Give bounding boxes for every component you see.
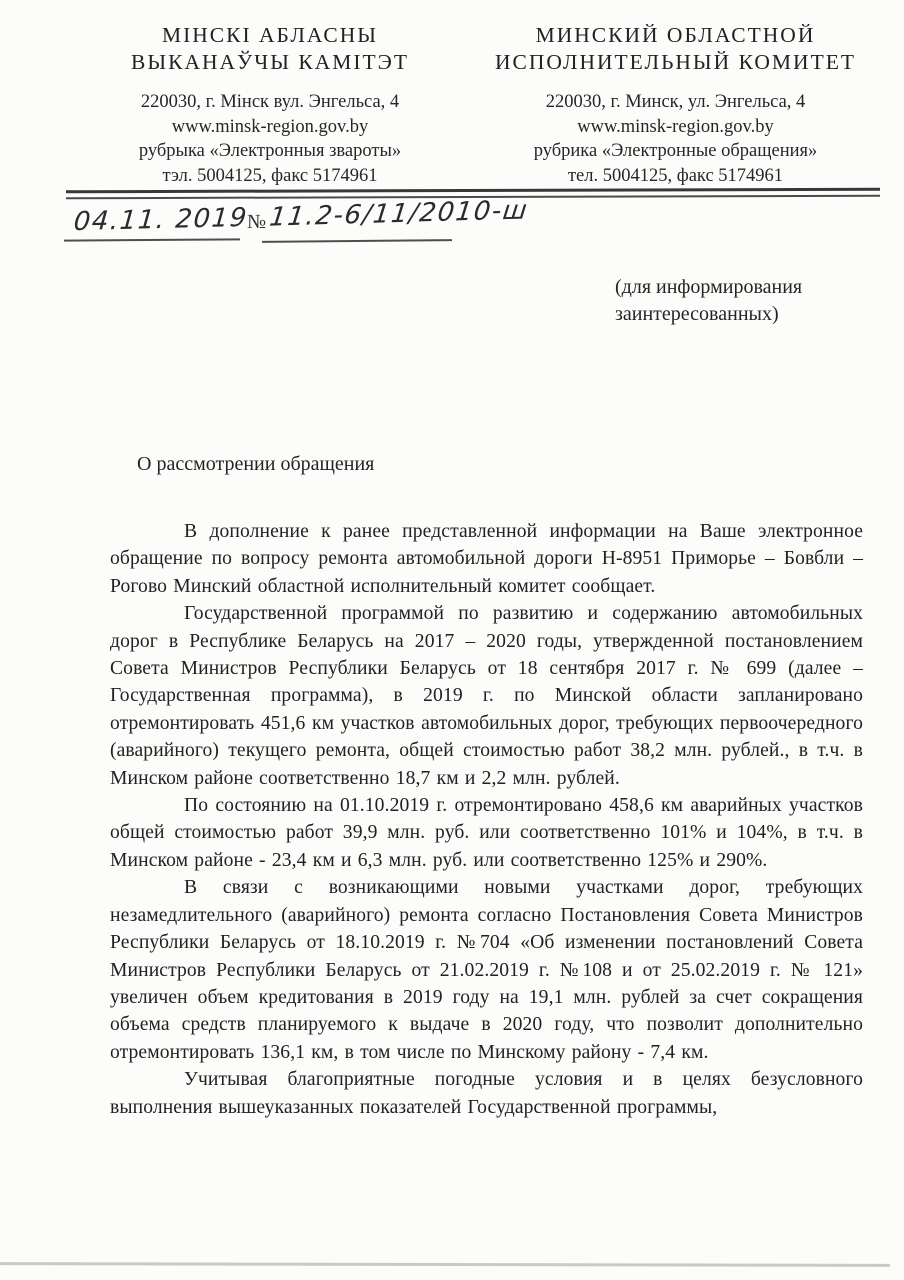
number-sign: №	[247, 211, 267, 233]
address-line: 220030, г. Мінск вул. Энгельса, 4	[140, 92, 400, 112]
body-paragraph-4: В связи с возникающими новыми участками дорог, требующих незамедлительного (аварийного) ремонта согласно Постановления Совета Министров Республики Беларусь от 18.10.2019 г. №704 «Об изменении постановлений Совета Министров Республики Беларусь от 21.02.2019 г. №108 и от 25.02.2019 г. № 121» увеличен объем кредитования в 2019 году на 19,1 млн. рублей за счет сокращения объема средств планируемого к выдаче в 2020 году, что позволит дополнительно отремонтировать 136,1 км, в том числе по Минскому району - 7,4 км.	[110, 877, 863, 1063]
org-name-line2: ИСПОЛНИТЕЛЬНЫЙ КОМИТЕТ	[495, 50, 856, 74]
date-underline	[64, 238, 240, 241]
address-line: рубрыка «Электронныя звароты»	[138, 141, 402, 162]
org-name-line1: МІНСКІ АБЛАСНЫ	[161, 23, 378, 47]
body-paragraph-5: Учитывая благоприятные погодные условия и в целях безусловного выполнения вышеуказанных показателей Государственной программы,	[110, 1069, 863, 1118]
address-line: рубрика «Электронные обращения»	[533, 141, 818, 162]
page-bottom-scan-edge	[0, 1262, 890, 1267]
website-text: www.minsk-region.gov.by	[577, 116, 774, 137]
address-line: 220030, г. Минск, ул. Энгельса, 4	[545, 92, 806, 112]
body-paragraph-3: По состоянию на 01.10.2019 г. отремонтировано 458,6 км аварийных участков общей стоимостью работ 39,9 млн. руб. или соответственно 101% и 104%, в т.ч. в Минском районе - 23,4 км и 6,3 млн. руб. или соответственно 125% и 290%.	[110, 795, 863, 871]
recipient-note-line2: заинтересованных)	[615, 303, 779, 325]
body-paragraph-1: В дополнение к ранее представленной информации на Ваше электронное обращение по вопросу ремонта автомобильной дороги Н-8951 Приморье – Бовбли – Рогово Минский областной исполнительный комитет сообщает.	[110, 521, 863, 597]
phone-fax-line: тел. 5004125, факс 5174961	[567, 165, 784, 186]
body-paragraph-2: Государственной программой по развитию и содержанию автомобильных дорог в Республике Беларусь на 2017 – 2020 годы, утвержденной постановлением Совета Министров Республики Беларусь от 18 сентября 2017 г. № 699 (далее – Государственная программа), в 2019 г. по Минской области запланировано отремонтировать 451,6 км участков автомобильных дорог, требующих первоочередного (аварийного) текущего ремонта, общей стоимостью работ 38,2 млн. рублей., в т.ч. в Минском районе соответственно 18,7 км и 2,2 млн. рублей.	[110, 603, 863, 789]
subject-line: О рассмотрении обращения	[137, 453, 375, 475]
org-name-line2: ВЫКАНАЎЧЫ КАМІТЭТ	[131, 50, 409, 74]
letterhead-left	[90, 22, 450, 188]
website-text: www.minsk-region.gov.by	[171, 116, 369, 137]
recipient-note	[615, 274, 802, 328]
number-underline	[262, 239, 452, 243]
address-block	[478, 90, 873, 188]
handwritten-outgoing-number: 11.2-6/11/2010-ш	[267, 195, 530, 233]
handwritten-date: 04.11. 2019	[72, 202, 250, 238]
letterhead-right	[478, 22, 873, 188]
phone-fax-line: тэл. 5004125, факс 5174961	[162, 165, 378, 186]
letter-body	[110, 518, 863, 1121]
recipient-note-line1: (для информирования	[615, 276, 803, 298]
org-name-line1: МИНСКИЙ ОБЛАСТНОЙ	[535, 23, 816, 47]
address-block	[90, 90, 450, 188]
